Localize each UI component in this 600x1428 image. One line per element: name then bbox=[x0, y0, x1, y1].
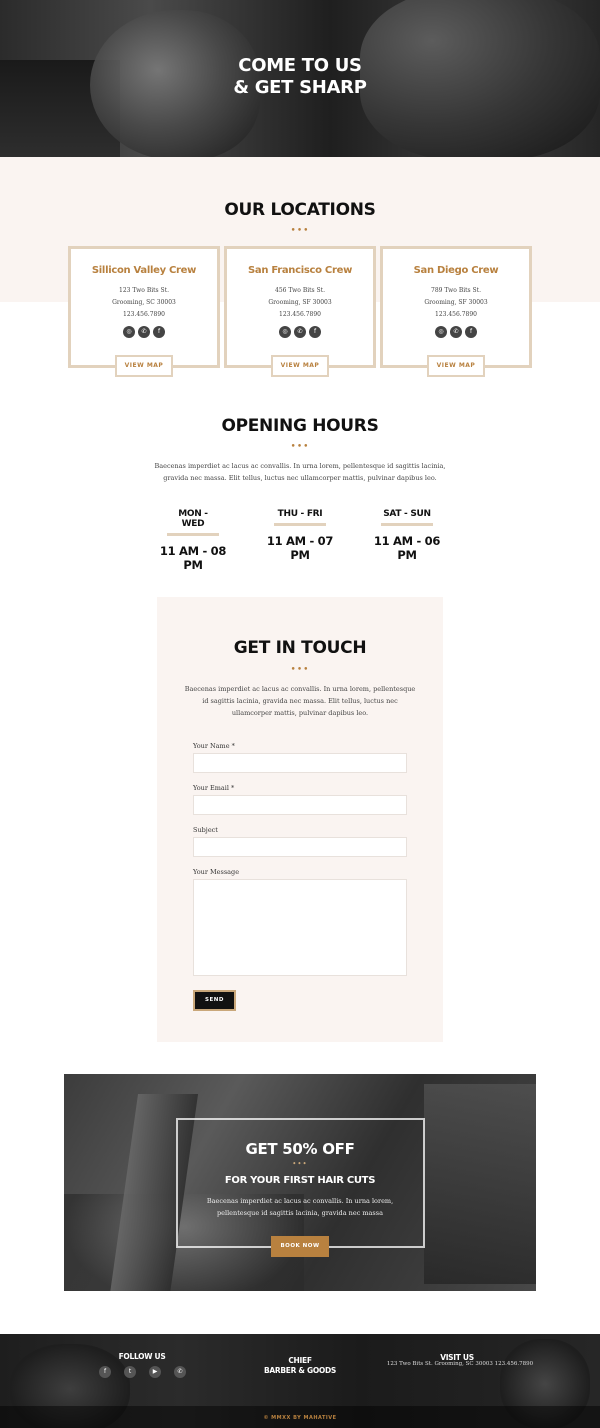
location-name: San Francisco Crew bbox=[247, 265, 353, 276]
locations-divider: ••• bbox=[290, 226, 310, 236]
hours-day: THU - FRI bbox=[274, 509, 326, 526]
hours-description bbox=[100, 460, 500, 484]
footer-brand-line2: BARBER & GOODS bbox=[263, 1366, 336, 1375]
location-city: Grooming, SF 30003 bbox=[268, 299, 332, 306]
location-phone: 123.456.7890 bbox=[123, 311, 165, 318]
location-address bbox=[227, 285, 373, 321]
promo-divider: ••• bbox=[292, 1160, 308, 1168]
message-textarea[interactable] bbox=[193, 879, 407, 976]
hero-title-line2: & GET SHARP bbox=[233, 77, 367, 98]
location-socials bbox=[227, 326, 373, 338]
hours-description-line2: gravida nec massa. Elit tellus, luctus nec ullamcorper mattis, pulvinar dapibus leo. bbox=[163, 474, 437, 482]
location-phone: 123.456.7890 bbox=[435, 311, 477, 318]
view-map-button[interactable]: VIEW MAP bbox=[271, 355, 329, 377]
subject-field[interactable] bbox=[193, 837, 407, 857]
location-city: Grooming, SF 30003 bbox=[424, 299, 488, 306]
contact-description-line3: ullamcorper mattis, pulvinar dapibus leo. bbox=[231, 709, 369, 717]
contact-form-panel bbox=[157, 597, 443, 1042]
contact-description-line1: Baecenas imperdiet ac lacus ac convallis. In urna lorem, pellentesque bbox=[184, 685, 416, 693]
hero-title-line1: COME TO US bbox=[238, 55, 362, 76]
promo-description bbox=[64, 1195, 536, 1219]
facebook-icon[interactable]: f bbox=[99, 1366, 111, 1378]
contact-description-line2: id sagittis lacinia, gravida nec massa. Elit tellus, luctus nec bbox=[202, 697, 398, 705]
facebook-icon[interactable]: f bbox=[309, 326, 321, 338]
hours-title: OPENING HOURS bbox=[221, 416, 379, 436]
instagram-icon[interactable]: ◎ bbox=[123, 326, 135, 338]
name-label: Your Name * bbox=[193, 742, 235, 750]
name-field[interactable] bbox=[193, 753, 407, 773]
view-map-button[interactable]: VIEW MAP bbox=[427, 355, 485, 377]
promo-subtitle: FOR YOUR FIRST HAIR CUTS bbox=[224, 1175, 376, 1186]
message-label: Your Message bbox=[193, 868, 240, 876]
location-card-san-diego bbox=[380, 246, 532, 368]
location-name: Sillicon Valley Crew bbox=[91, 265, 197, 276]
whatsapp-icon[interactable]: ✆ bbox=[450, 326, 462, 338]
hours-time: 11 AM - 06 PM bbox=[373, 534, 441, 562]
locations-title: OUR LOCATIONS bbox=[224, 200, 376, 220]
location-street: 123 Two Bits St. bbox=[119, 287, 169, 294]
hero-banner bbox=[0, 0, 600, 157]
footer bbox=[0, 1334, 600, 1428]
email-field[interactable] bbox=[193, 795, 407, 815]
subject-label: Subject bbox=[193, 826, 218, 834]
footer-brand bbox=[250, 1356, 350, 1376]
instagram-icon[interactable]: ◎ bbox=[279, 326, 291, 338]
hero-title bbox=[0, 55, 600, 99]
location-card-san-francisco bbox=[224, 246, 376, 368]
location-address bbox=[71, 285, 217, 321]
whatsapp-icon[interactable]: ✆ bbox=[174, 1366, 186, 1378]
youtube-icon[interactable]: ▶ bbox=[149, 1366, 161, 1378]
instagram-icon[interactable]: ◎ bbox=[435, 326, 447, 338]
hours-day: MON - WED bbox=[167, 509, 219, 536]
hours-time: 11 AM - 08 PM bbox=[159, 544, 227, 572]
promo-description-line2: pellentesque id sagittis lacinia, gravida nec massa bbox=[217, 1209, 383, 1217]
whatsapp-icon[interactable]: ✆ bbox=[138, 326, 150, 338]
contact-divider: ••• bbox=[290, 665, 310, 675]
follow-us-title: FOLLOW US bbox=[118, 1352, 166, 1361]
location-name: San Diego Crew bbox=[413, 265, 499, 276]
footer-socials bbox=[99, 1366, 186, 1378]
facebook-icon[interactable]: f bbox=[465, 326, 477, 338]
promo-title: GET 50% OFF bbox=[245, 1140, 355, 1158]
contact-title: GET IN TOUCH bbox=[233, 638, 367, 658]
hours-time: 11 AM - 07 PM bbox=[266, 534, 334, 562]
facebook-icon[interactable]: f bbox=[153, 326, 165, 338]
footer-address: 123 Two Bits St. Grooming, SC 30003 123.456.7890 bbox=[386, 1361, 534, 1367]
view-map-button[interactable]: VIEW MAP bbox=[115, 355, 173, 377]
email-label: Your Email * bbox=[193, 784, 235, 792]
promo-description-line1: Baecenas imperdiet ac lacus ac convallis. In urna lorem, bbox=[206, 1197, 394, 1205]
book-now-button[interactable]: BOOK NOW bbox=[271, 1236, 329, 1257]
hours-sat-sun bbox=[367, 509, 447, 562]
location-card-silicon-valley bbox=[68, 246, 220, 368]
twitter-icon[interactable]: t bbox=[124, 1366, 136, 1378]
location-street: 789 Two Bits St. bbox=[431, 287, 481, 294]
hours-divider: ••• bbox=[290, 442, 310, 452]
hours-day: SAT - SUN bbox=[381, 509, 433, 526]
copyright-text: © MMXX BY MAHATIVE bbox=[263, 1415, 337, 1421]
visit-us-title: VISIT US bbox=[440, 1353, 474, 1362]
hours-thu-fri bbox=[260, 509, 340, 562]
location-socials bbox=[71, 326, 217, 338]
location-address bbox=[383, 285, 529, 321]
location-street: 456 Two Bits St. bbox=[275, 287, 325, 294]
location-phone: 123.456.7890 bbox=[279, 311, 321, 318]
footer-brand-line1: CHIEF bbox=[288, 1356, 312, 1365]
contact-description bbox=[177, 683, 423, 719]
hours-description-line1: Baecenas imperdiet ac lacus ac convallis. In urna lorem, pellentesque id sagittis lacinia, bbox=[154, 462, 446, 470]
location-socials bbox=[383, 326, 529, 338]
promo-banner bbox=[64, 1074, 536, 1291]
whatsapp-icon[interactable]: ✆ bbox=[294, 326, 306, 338]
location-city: Grooming, SC 30003 bbox=[112, 299, 176, 306]
send-button[interactable]: SEND bbox=[193, 990, 236, 1011]
hours-mon-wed bbox=[153, 509, 233, 572]
